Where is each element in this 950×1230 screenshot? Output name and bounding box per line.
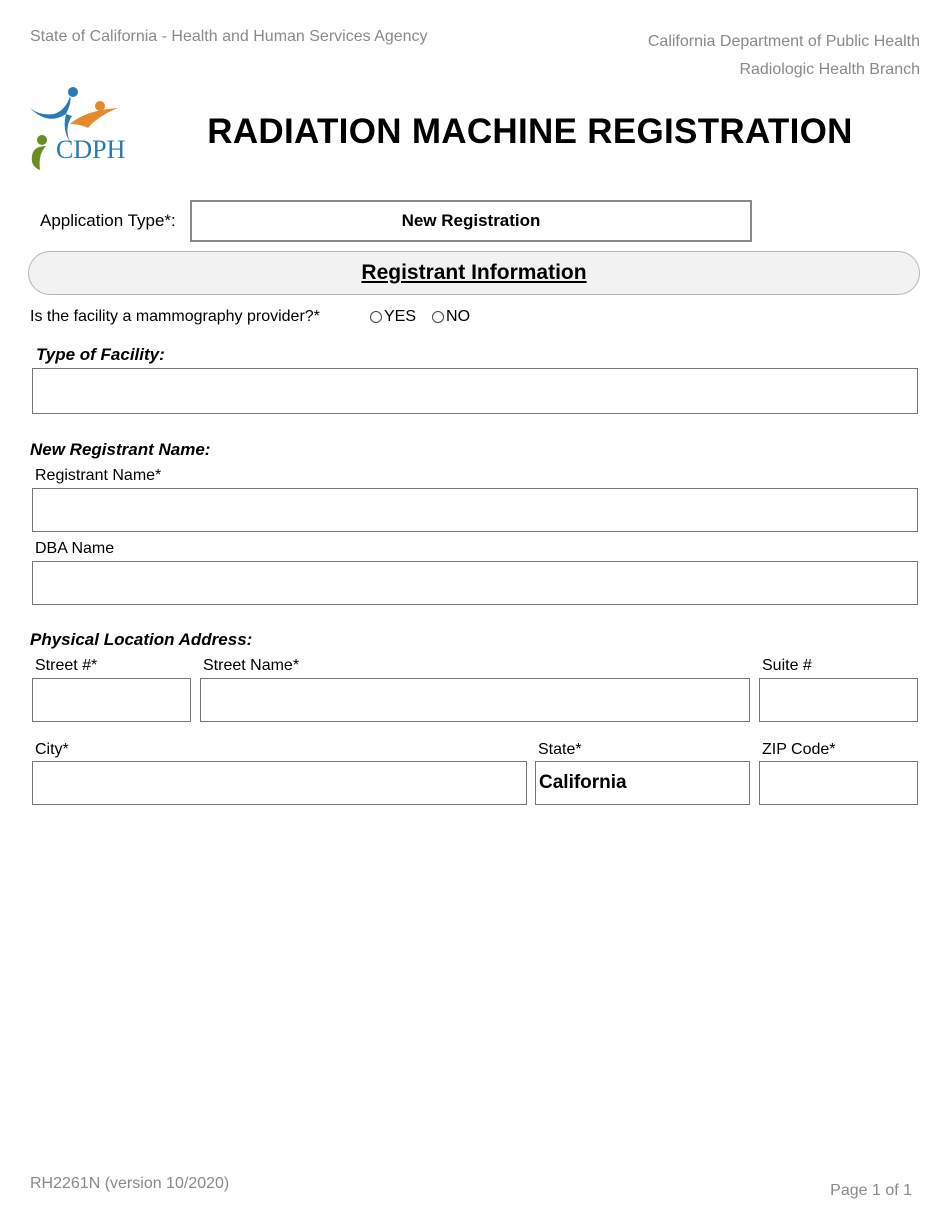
physical-address-heading: Physical Location Address: [30, 630, 253, 649]
registrant-name-input[interactable] [32, 488, 918, 532]
mammography-no-option[interactable] [432, 308, 470, 326]
branch-name: Radiologic Health Branch [739, 61, 920, 78]
state-label: State* [538, 741, 582, 758]
department-header [648, 28, 920, 84]
dba-name-label: DBA Name [35, 540, 115, 557]
street-number-input[interactable] [32, 678, 191, 722]
mammography-yes-option[interactable] [370, 308, 416, 326]
registrant-information-header: Registrant Information [28, 251, 920, 295]
state-input[interactable]: California [535, 761, 750, 805]
city-input[interactable] [32, 761, 527, 805]
page-number: Page 1 of 1 [830, 1182, 912, 1199]
yes-radio-button[interactable] [370, 311, 382, 323]
zip-code-label: ZIP Code* [762, 741, 836, 758]
application-type-field[interactable]: New Registration [190, 200, 752, 242]
registrant-name-label: Registrant Name* [35, 467, 162, 484]
zip-code-input[interactable] [759, 761, 918, 805]
street-number-label: Street #* [35, 657, 98, 674]
new-registrant-heading: New Registrant Name: [30, 440, 211, 459]
type-of-facility-field[interactable] [32, 368, 918, 414]
department-name: California Department of Public Health [647, 33, 920, 50]
application-type-label: Application Type*: [40, 211, 176, 230]
mammography-radio-group [370, 308, 486, 326]
yes-label: YES [384, 308, 417, 325]
no-radio-button[interactable] [432, 311, 444, 323]
suite-input[interactable] [759, 678, 918, 722]
suite-label: Suite # [762, 657, 812, 674]
street-name-input[interactable] [200, 678, 750, 722]
logo-text: CDPH [56, 135, 126, 164]
form-title: RADIATION MACHINE REGISTRATION [207, 112, 853, 151]
mammography-question: Is the facility a mammography provider?* [30, 308, 320, 325]
cdph-logo [26, 80, 144, 176]
agency-name: State of California - Health and Human Services Agency [30, 28, 428, 45]
form-version: RH2261N (version 10/2020) [30, 1175, 230, 1192]
dba-name-input[interactable] [32, 561, 918, 605]
no-label: NO [446, 308, 471, 325]
city-label: City* [35, 741, 69, 758]
type-of-facility-heading: Type of Facility: [36, 345, 165, 364]
street-name-label: Street Name* [203, 657, 300, 674]
